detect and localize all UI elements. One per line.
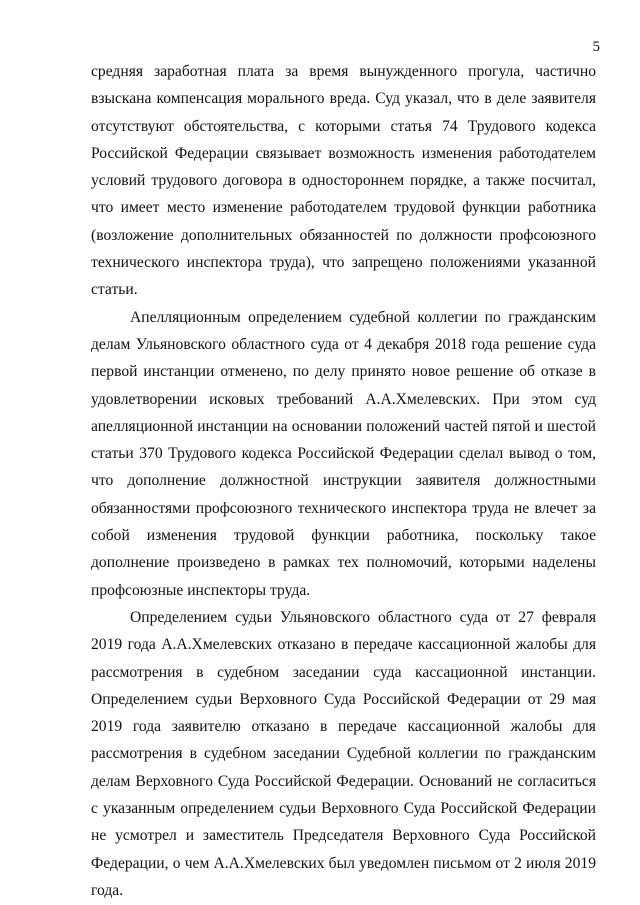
document-body (91, 58, 596, 904)
page-number: 5 (592, 39, 600, 55)
paragraph-continuation: средняя заработная плата за время вынужденного прогула, частично взыскана компенсация морального вреда. Суд указал, что в деле заявителя отсутствуют обстоятельства, с которыми статья 74 Трудового кодекса Российской Федерации связывает возможность изменения работодателем условий трудового договора в одностороннем порядке, а также посчитал, что имеет место изменение работодателем трудовой функции работника (возложение дополнительных обязанностей по должности профсоюзного технического инспектора труда), что запрещено положениями указанной статьи. (91, 63, 596, 299)
paragraph-appeal-ruling: Апелляционным определением судебной коллегии по гражданским делам Ульяновского областного суда от 4 декабря 2018 года решение суда первой инстанции отменено, по делу принято новое решение об отказе в удовлетворении исковых требований А.А.Хмелевских. При этом суд апелляционной инстанции на основании положений частей пятой и шестой статьи 370 Трудового кодекса Российской Федерации сделал вывод о том, что дополнение должностной инструкции заявителя должностными обязанностями профсоюзного технического инспектора труда не влечет за собой изменения трудовой функции работника, поскольку такое дополнение произведено в рамках тех полномочий, которыми наделены профсоюзные инспекторы труда. (91, 308, 596, 599)
paragraph-cassation-refusal: Определением судьи Ульяновского областного суда от 27 февраля 2019 года А.А.Хмелевских отказано в передаче кассационной жалобы для рассмотрения в судебном заседании суда кассационной инстанции. Определением судьи Верховного Суда Российской Федерации от 29 мая 2019 года заявителю отказано в передаче кассационной жалобы для рассмотрения в судебном заседании Судебной коллегии по гражданским делам Верховного Суда Российской Федерации. Оснований не согласиться с указанным определением судьи Верховного Суда Российской Федерации не усмотрел и заместитель Председателя Верховного Суда Российской Федерации, о чем А.А.Хмелевских был уведомлен письмом от 2 июля 2019 года. (91, 608, 596, 899)
